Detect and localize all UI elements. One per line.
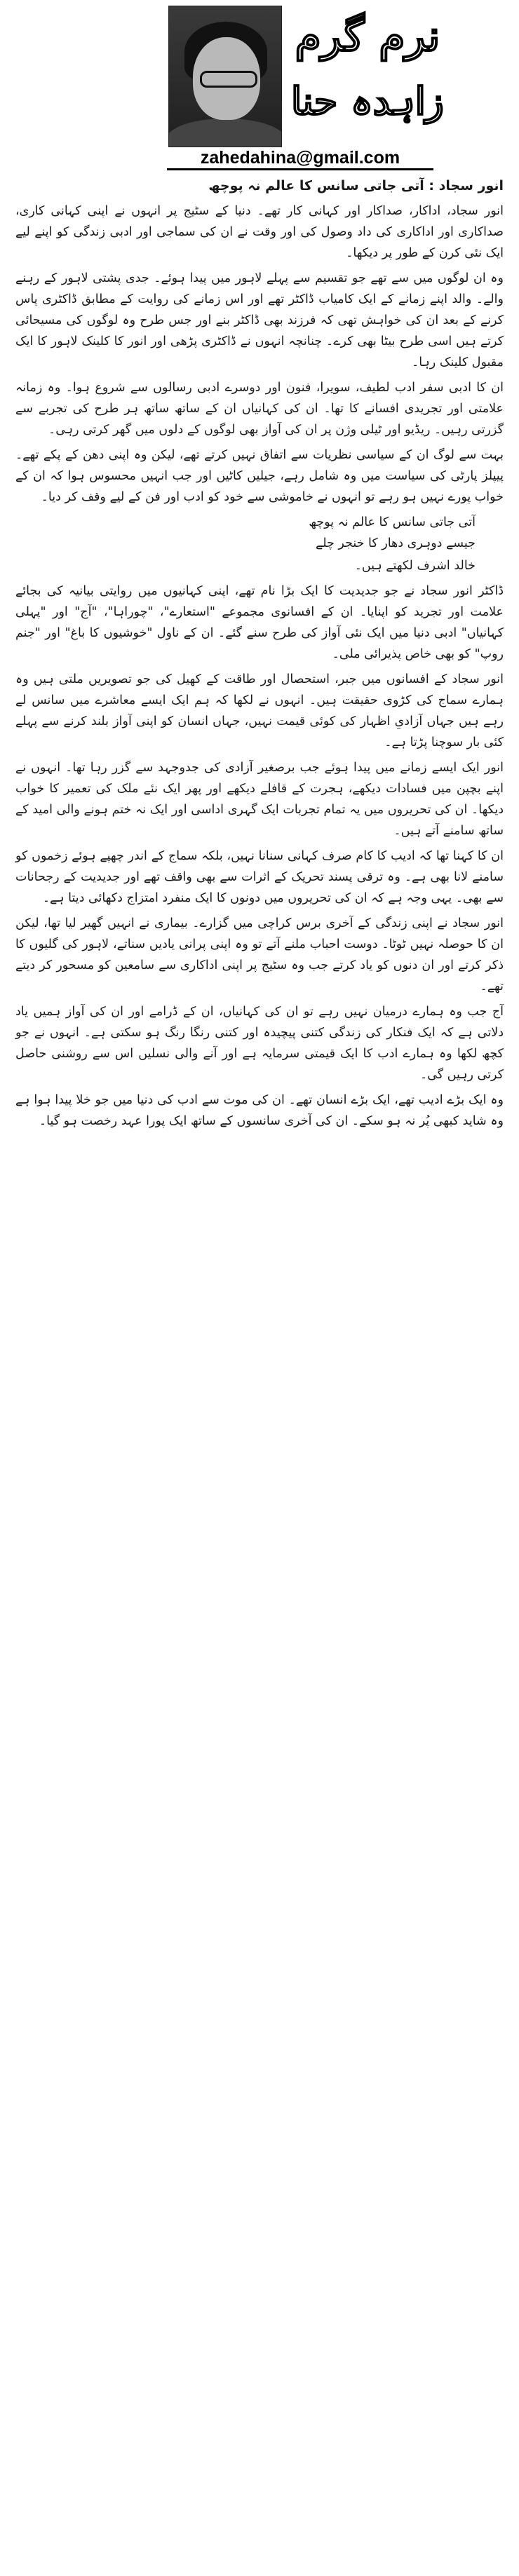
verse-line: جیسے دوہری دھار کا خنجر چلے [315, 536, 476, 550]
verse-attribution: خالد اشرف لکھتے ہیں۔ [354, 559, 476, 573]
author-email: zahedahina@gmail.com [167, 147, 433, 170]
column-name: نرم گرم [295, 12, 440, 61]
column-header [15, 0, 504, 170]
author-photo-glasses [200, 71, 257, 88]
author-photo [168, 6, 282, 147]
article-paragraph: ان کا ادبی سفر ادب لطیف، سویرا، فنون اور دوسرے ادبی رسالوں سے شروع ہوا۔ وہ زمانہ علامتی اور تجریدی افسانے کا تھا۔ ان کی کہانیاں ان کے ساتھ ساتھ ہر طرح کی تجربے سے گزرتی رہیں۔ ریڈیو اور ٹیلی وژن پر ان کی آواز بھی لوگوں کے دلوں میں گھر کرتی رہی۔ [15, 381, 504, 437]
article-paragraph: وہ ایک بڑے ادیب تھے، ایک بڑے انسان تھے۔ ان کی موت سے ادب کی دنیا میں جو خلا پیدا ہوا ہے وہ شاید کبھی پُر نہ ہو سکے۔ ان کی آخری سانسوں کے ساتھ ایک پورا عہد رخصت ہو گیا۔ [15, 1093, 504, 1128]
verse-line: آتی جاتی سانس کا عالم نہ پوچھ [309, 515, 476, 529]
article-paragraph: بہت سے لوگ ان کے سیاسی نظریات سے اتفاق نہیں کرتے تھے، لیکن وہ اپنی دھن کے پکے تھے۔ پیپلز پارٹی کی سیاست میں وہ شامل رہے، جیلیں کاٹیں اور جب انہیں محسوس ہوا کہ ان کے خواب پورے نہیں ہو رہے تو انہوں نے خاموشی سے خود کو ادب اور فن کے لیے وقف کر دیا۔ [15, 448, 504, 504]
article-paragraph: انور ایک ایسے زمانے میں پیدا ہوئے جب برصغیر آزادی کی جدوجہد سے گزر رہا تھا۔ انہوں نے اپنے بچپن میں فسادات دیکھے، ہجرت کے قافلے دیکھے اور پھر ایک نئے ملک کی تعمیر کا خواب دیکھا۔ ان کی تحریروں میں یہ تمام تجربات ایک گہری اداسی اور ایک نہ ختم ہونے والی امید کے ساتھ سامنے آتے ہیں۔ [15, 761, 504, 838]
author-photo-shoulders [168, 118, 282, 147]
article-paragraph: انور سجاد، اداکار، صداکار اور کہانی کار تھے۔ دنیا کے سٹیج پر انہوں نے اپنی کہانی کاری، صداکاری اور اداکاری کی داد وصول کی اور وقت نے ان کی سماجی اور ادبی زندگی کو اپنے لیے ایک نئی کرن کے طور پر دیکھا۔ [15, 204, 504, 260]
article-paragraph: آج جب وہ ہمارے درمیان نہیں رہے تو ان کی کہانیاں، ان کے ڈرامے اور ان کی آواز ہمیں یاد دلاتی ہے کہ ایک فنکار کی زندگی کتنی پیچیدہ اور کتنی رنگا رنگ ہو سکتی ہے۔ انہوں نے جو کچھ لکھا وہ ہمارے ادب کا ایک قیمتی سرمایہ ہے اور آنے والی نسلیں اس سے روشنی حاصل کرتی رہیں گی۔ [15, 1005, 504, 1082]
article-body-part-a [15, 201, 504, 508]
quoted-verse [15, 512, 476, 576]
article-paragraph: وہ ان لوگوں میں سے تھے جو تقسیم سے پہلے لاہور میں پیدا ہوئے۔ جدی پشتی لاہور کے رہنے والے۔ والد اپنے زمانے کے ایک کامیاب ڈاکٹر تھے اور اس زمانے کی روایت کے مطابق ڈاکٹری پاس کرنے کے بعد ان کی خواہش تھی کہ فرزند بھی ڈاکٹر بنے اور جس طرح وہ لوگوں کی مسیحائی کرتے ہیں اسی طرح بیٹا بھی کرے۔ چنانچہ انہوں نے ڈاکٹری پڑھی اور انور کا کلینک لاہور کا ایک مقبول کلینک رہا۔ [15, 271, 504, 370]
article-body-part-b [15, 581, 504, 1132]
article-paragraph: انور سجاد کے افسانوں میں جبر، استحصال اور طاقت کے کھیل کی جو تصویریں ملتی ہیں وہ ہمارے سماج کی کڑوی حقیقت ہیں۔ انہوں نے لکھا کہ ہم ایک ایسے معاشرے میں سانس لے رہے ہیں جہاں آزادیِ اظہار کی کوئی قیمت نہیں، جہاں انسان کو اپنی آواز بلند کرنے سے پہلے کئی بار سوچنا پڑتا ہے۔ [15, 672, 504, 750]
article-paragraph: ان کا کہنا تھا کہ ادیب کا کام صرف کہانی سنانا نہیں، بلکہ سماج کے اندر چھپے ہوئے زخموں کو سامنے لانا بھی ہے۔ وہ ترقی پسند تحریک کے اثرات سے بھی واقف تھے اور جدیدیت کے رجحانات سے بھی۔ یہی وجہ ہے کہ ان کی تحریروں میں دونوں کا ایک منفرد امتزاج دکھائی دیتا ہے۔ [15, 849, 504, 905]
article-subtitle: انور سجاد : آتی جاتی سانس کا عالم نہ پوچھ [208, 178, 504, 194]
article-paragraph: ڈاکٹر انور سجاد نے جو جدیدیت کا ایک بڑا نام تھے، اپنی کہانیوں میں روایتی بیانیہ کی بجائے علامت اور تجرید کو اپنایا۔ ان کے افسانوی مجموعے "استعارے"، "چوراہا"، "آج" اور "پہلی کہانیاں" ادبی دنیا میں ایک نئی آواز کی طرح سنے گئے۔ ان کے ناول "خوشیوں کا باغ" اور "جنم روپ" کو بھی خاص پذیرائی ملی۔ [15, 584, 504, 661]
author-name: زاہدہ حنا [291, 79, 444, 123]
article-paragraph: انور سجاد نے اپنی زندگی کے آخری برس کراچی میں گزارے۔ بیماری نے انہیں گھیر لیا تھا، لیکن ان کا حوصلہ نہیں ٹوٹا۔ دوست احباب ملنے آتے تو وہ اپنی پرانی یادیں سناتے، لاہور کی گلیوں کا ذکر کرتے اور ان دنوں کو یاد کرتے جب وہ سٹیج پر اپنی اداکاری سے سامعین کو مسحور کر دیتے تھے۔ [15, 916, 504, 994]
